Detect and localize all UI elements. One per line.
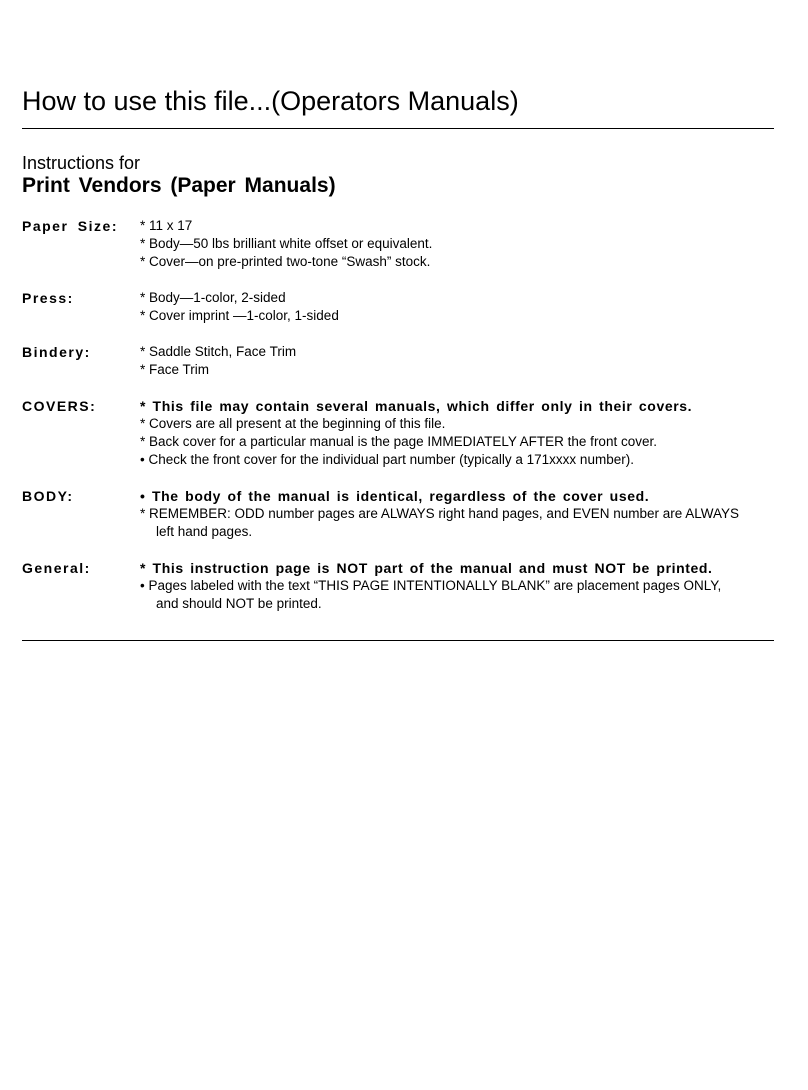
section-lines xyxy=(140,343,792,379)
section-line: • The body of the manual is identical, regardless of the cover used. xyxy=(140,488,650,504)
subtitle: Instructions for xyxy=(22,153,141,173)
section-line: * This file may contain several manuals, which differ only in their covers. xyxy=(140,398,693,414)
section-line: left hand pages. xyxy=(156,524,253,539)
section-line: * Saddle Stitch, Face Trim xyxy=(140,344,297,359)
section-line: * Cover—on pre-printed two-tone “Swash” stock. xyxy=(140,254,431,269)
section-line: and should NOT be printed. xyxy=(156,596,322,611)
section-label: General: xyxy=(22,560,91,576)
vendor-heading: Print Vendors (Paper Manuals) xyxy=(22,174,336,197)
section-label: Paper Size: xyxy=(22,218,118,234)
section-lines xyxy=(140,217,792,271)
section-line: • Pages labeled with the text “THIS PAGE INTENTIONALLY BLANK” are placement pages ONLY, xyxy=(140,578,722,593)
section-lines xyxy=(140,487,792,541)
section-line: * Face Trim xyxy=(140,362,210,377)
page-title: How to use this file...(Operators Manuals) xyxy=(22,86,519,116)
section-lines xyxy=(140,559,792,613)
section-line: * Covers are all present at the beginning of this file. xyxy=(140,416,446,431)
section-label: COVERS: xyxy=(22,398,97,414)
section-lines xyxy=(140,397,792,469)
section-line: • Check the front cover for the individual part number (typically a 171xxxx number). xyxy=(140,452,634,467)
section-line: * This instruction page is NOT part of the manual and must NOT be printed. xyxy=(140,560,713,576)
section-line: * Body—1-color, 2-sided xyxy=(140,290,286,305)
bottom-rule xyxy=(22,640,774,641)
section-line: * Body—50 lbs brilliant white offset or equivalent. xyxy=(140,236,433,251)
section-line: * Cover imprint —1-color, 1-sided xyxy=(140,308,339,323)
section-line: * REMEMBER: ODD number pages are ALWAYS right hand pages, and EVEN number are ALWAYS xyxy=(140,506,740,521)
section-line: * 11 x 17 xyxy=(140,218,193,233)
section-label: Bindery: xyxy=(22,344,91,360)
section-line: * Back cover for a particular manual is the page IMMEDIATELY AFTER the front cover. xyxy=(140,434,657,449)
section-label: BODY: xyxy=(22,488,74,504)
top-rule xyxy=(22,128,774,129)
section-label: Press: xyxy=(22,290,74,306)
section-lines xyxy=(140,289,792,325)
